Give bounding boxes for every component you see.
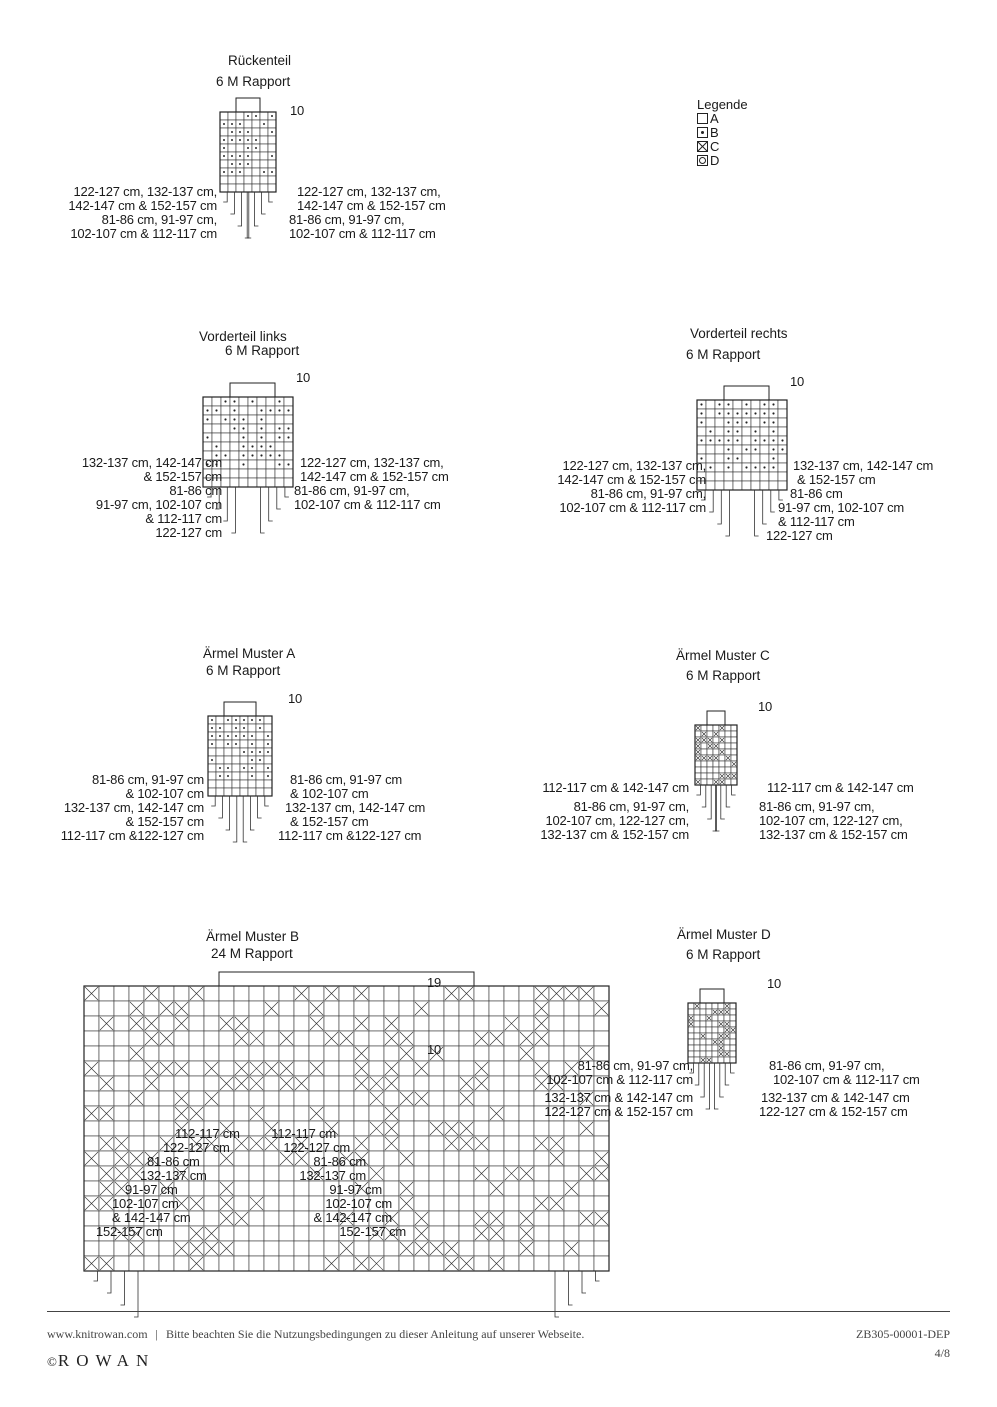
size-labels-right: 112-117 cm & 142-147 cm 81-86 cm, 91-97 cm, 102-107 cm, 122-127 cm, 132-137 cm & 152-157 cm	[759, 780, 914, 842]
size-leader-lines	[689, 1063, 734, 1109]
brand-name: ROWAN	[57, 1351, 156, 1370]
website-link[interactable]: www.knitrowan.com	[47, 1327, 148, 1341]
size-labels-right: 122-127 cm, 132-137 cm, 142-147 cm & 152-157 cm 81-86 cm, 91-97 cm, 102-107 cm & 112-117 cm	[294, 455, 449, 512]
circle-square-icon	[697, 155, 708, 166]
size-leader-lines	[211, 796, 269, 842]
chart-title-aermel-a: Ärmel Muster A	[203, 646, 296, 661]
size-labels-right: 132-137 cm, 142-147 cm & 152-157 cm 81-86 cm 91-97 cm, 102-107 cm & 112-117 cm 122-127 cm	[766, 458, 934, 543]
row-number: 10	[790, 374, 805, 389]
row-number-mid: 10	[427, 1042, 442, 1057]
size-labels-left: 81-86 cm, 91-97 cm & 102-107 cm 132-137 cm, 142-147 cm & 152-157 cm 112-117 cm &122-127 cm	[60, 772, 204, 843]
page-number: 4/8	[934, 1346, 950, 1360]
chart-title-vorne-links: Vorderteil links	[199, 329, 287, 344]
chart-grid-aermel-a	[208, 694, 288, 839]
chart-title-ruecken: Rückenteil	[228, 53, 292, 68]
legend-item-d: D	[697, 154, 748, 168]
repeat-label-aermel-b: 24 M Rapport	[211, 946, 293, 961]
repeat-label-aermel-c: 6 M Rapport	[686, 668, 761, 683]
size-labels-right: 81-86 cm, 91-97 cm & 102-107 cm 132-137 cm, 142-147 cm & 152-157 cm 112-117 cm &122-127 cm	[278, 772, 426, 843]
knit-grid	[695, 711, 737, 785]
legend	[697, 98, 748, 168]
legend-item-a: A	[697, 112, 748, 126]
size-labels-left: 112-117 cm 122-127 cm 81-86 cm 132-137 cm 91-97 cm 102-107 cm & 142-147 cm 152-157 cm	[96, 1126, 240, 1239]
footer-divider	[47, 1311, 950, 1312]
copyright-symbol: ©	[47, 1354, 58, 1369]
size-labels-right: 112-117 cm 122-127 cm 81-86 cm 132-137 cm 91-97 cm 102-107 cm & 142-147 cm 152-157 cm	[271, 1126, 406, 1239]
size-labels-left: 122-127 cm, 132-137 cm, 142-147 cm & 152-157 cm 81-86 cm, 91-97 cm, 102-107 cm & 112-117 cm	[557, 458, 706, 515]
legend-item-c: C	[697, 140, 748, 154]
repeat-label-ruecken: 6 M Rapport	[216, 74, 291, 89]
repeat-label-aermel-d: 6 M Rapport	[686, 947, 761, 962]
legend-title: Legende	[697, 97, 748, 112]
size-labels-right: 81-86 cm, 91-97 cm, 102-107 cm & 112-117 cm 132-137 cm & 142-147 cm 122-127 cm & 152-157 cm	[759, 1058, 920, 1119]
terms-notice: Bitte beachten Sie die Nutzungsbedingungen zu dieser Anleitung auf unserer Webseite.	[165, 1327, 585, 1341]
knit-grid	[697, 386, 787, 490]
empty-square-icon	[697, 113, 708, 124]
chart-grid-aermel-c	[695, 703, 765, 838]
chart-title-aermel-b: Ärmel Muster B	[206, 929, 300, 944]
size-labels-left: 112-117 cm & 142-147 cm 81-86 cm, 91-97 cm, 102-107 cm, 122-127 cm, 132-137 cm & 152-157 cm	[540, 780, 689, 842]
cross-square-icon	[697, 141, 708, 152]
chart-title-aermel-d: Ärmel Muster D	[677, 927, 771, 942]
chart-title-vorne-rechts: Vorderteil rechts	[690, 326, 788, 341]
repeat-label-aermel-a: 6 M Rapport	[206, 663, 281, 678]
knit-grid	[220, 98, 276, 192]
row-number: 10	[758, 699, 773, 714]
doc-id: ZB305-00001-DEP	[856, 1327, 950, 1341]
row-number-top: 19	[427, 975, 442, 990]
footer-notice: www.knitrowan.com | Bitte beachten Sie die Nutzungsbedingungen zu dieser Anleitung auf unserer Webseite.	[47, 1327, 585, 1341]
size-labels-left: 132-137 cm, 142-147 cm & 152-157 cm 81-86 cm 91-97 cm, 102-107 cm & 112-117 cm 122-127 cm	[81, 455, 222, 540]
size-labels-left: 81-86 cm, 91-97 cm, 102-107 cm & 112-117 cm 132-137 cm & 142-147 cm 122-127 cm & 152-157 cm	[544, 1058, 693, 1119]
row-number: 10	[290, 103, 305, 118]
row-number: 10	[288, 691, 303, 706]
knit-grid	[208, 702, 272, 796]
legend-item-b: B	[697, 126, 748, 140]
chart-grid-ruecken	[220, 90, 290, 280]
repeat-label-vorne-rechts: 6 M Rapport	[686, 347, 761, 362]
chart-grid-aermel-d	[688, 981, 763, 1116]
size-leader-lines	[696, 785, 735, 831]
size-leader-lines	[223, 192, 273, 238]
row-number: 10	[767, 976, 782, 991]
size-labels-right: 122-127 cm, 132-137 cm, 142-147 cm & 152-157 cm 81-86 cm, 91-97 cm, 102-107 cm & 112-117 cm	[289, 184, 446, 241]
rowan-logo	[47, 1351, 155, 1371]
row-number: 10	[296, 370, 311, 385]
repeat-label-vorne-links: 6 M Rapport	[225, 343, 300, 358]
chart-title-aermel-c: Ärmel Muster C	[676, 648, 770, 663]
knit-grid	[688, 989, 736, 1063]
size-labels-left: 122-127 cm, 132-137 cm, 142-147 cm & 152-157 cm 81-86 cm, 91-97 cm, 102-107 cm & 112-117 cm	[68, 184, 217, 241]
dot-square-icon	[697, 127, 708, 138]
